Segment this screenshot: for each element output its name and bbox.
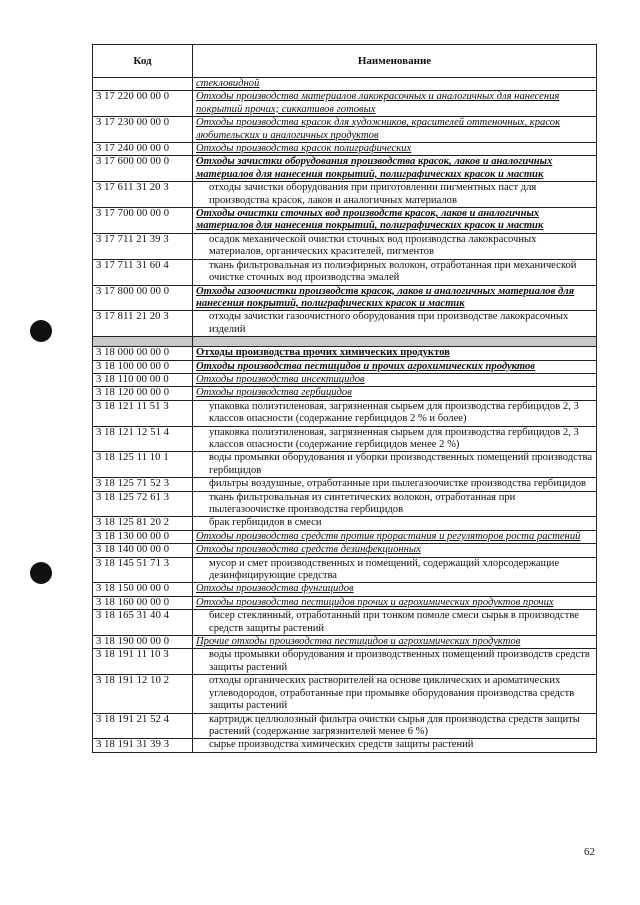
code-cell: 3 18 191 12 10 2	[93, 675, 193, 713]
table-header-row	[93, 45, 597, 78]
name-cell: бисер стеклянный, отработанный при тонком помоле смеси сырья в производстве средств защиты растений	[193, 610, 597, 636]
name-cell: Отходы производства фунгицидов	[193, 583, 597, 596]
table-row	[93, 517, 597, 530]
table-row	[93, 739, 597, 752]
table-row	[93, 400, 597, 426]
name-cell: Отходы производства пестицидов и прочих агрохимических продуктов	[193, 360, 597, 373]
table-row	[93, 117, 597, 143]
name-cell: брак гербицидов в смеси	[193, 517, 597, 530]
code-cell: 3 18 125 72 61 3	[93, 491, 193, 517]
name-cell: упаковка полиэтиленовая, загрязненная сырьем для производства гербицидов 2, 3 классов опасности (содержание гербицидов менее 2 %)	[193, 426, 597, 452]
table-row	[93, 78, 597, 91]
code-cell: 3 17 600 00 00 0	[93, 156, 193, 182]
name-cell: отходы зачистки оборудования при приготовлении пигментных паст для производства красок, лаков и аналогичных материалов	[193, 182, 597, 208]
table-row	[93, 285, 597, 311]
code-cell: 3 18 150 00 00 0	[93, 583, 193, 596]
name-cell: Отходы очистки сточных вод производств красок, лаков и аналогичных материалов для нанесения покрытий, полиграфических красок и мастик	[193, 208, 597, 234]
table-row	[93, 583, 597, 596]
table-row	[93, 478, 597, 491]
code-cell: 3 18 165 31 40 4	[93, 610, 193, 636]
table-row	[93, 233, 597, 259]
name-cell: отходы органических растворителей на основе циклических и ароматических углеводородов, отработанные при промывке оборудования производства средств защиты растений	[193, 675, 597, 713]
code-cell: 3 18 191 21 52 4	[93, 713, 193, 739]
name-cell: Отходы производства материалов лакокрасочных и аналогичных для нанесения покрытий прочих; сиккативов готовых	[193, 91, 597, 117]
table-row	[93, 491, 597, 517]
table-row	[93, 208, 597, 234]
table-row	[93, 649, 597, 675]
name-cell: воды промывки оборудования и производственных помещений производств средств защиты растений	[193, 649, 597, 675]
name-cell: ткань фильтровальная из полиэфирных волокон, отработанная при механической очистке сточных вод производства эмалей	[193, 259, 597, 285]
table-row	[93, 636, 597, 649]
code-cell: 3 18 191 11 10 3	[93, 649, 193, 675]
waste-classification-table	[92, 44, 597, 753]
code-cell: 3 17 240 00 00 0	[93, 143, 193, 156]
table-body	[93, 78, 597, 753]
code-cell: 3 17 700 00 00 0	[93, 208, 193, 234]
code-cell: 3 18 125 11 10 1	[93, 452, 193, 478]
code-cell: 3 17 220 00 00 0	[93, 91, 193, 117]
name-cell: Прочие отходы производства пестицидов и агрохимических продуктов	[193, 636, 597, 649]
name-cell: Отходы производства средств дезинфекционных	[193, 544, 597, 557]
name-cell: осадок механической очистки сточных вод производства лакокрасочных материалов, органических красителей, пигментов	[193, 233, 597, 259]
code-cell: 3 18 190 00 00 0	[93, 636, 193, 649]
name-cell: Отходы производства пестицидов прочих и агрохимических продуктов прочих	[193, 596, 597, 609]
name-cell: воды промывки оборудования и уборки производственных помещений производства гербицидов	[193, 452, 597, 478]
name-cell: стекловидной	[193, 78, 597, 91]
table-row	[93, 182, 597, 208]
code-cell: 3 17 611 31 20 3	[93, 182, 193, 208]
table-row	[93, 373, 597, 386]
table-row	[93, 426, 597, 452]
name-cell: мусор и смет производственных и помещений, содержащий хлорсодержащие дезинфицирующие средства	[193, 557, 597, 583]
table-row	[93, 452, 597, 478]
name-cell: упаковка полиэтиленовая, загрязненная сырьем для производства гербицидов 2, 3 классов опасности (содержание гербицидов 2 % и более)	[193, 400, 597, 426]
punch-hole-mark	[30, 320, 52, 342]
name-cell: фильтры воздушные, отработанные при пылегазоочистке производства гербицидов	[193, 478, 597, 491]
code-cell	[93, 78, 193, 91]
name-cell: картридж целлюлозный фильтра очистки сырья для производства средств защиты растений (содержание загрязнителей менее 6 %)	[193, 713, 597, 739]
table-row	[93, 347, 597, 360]
code-cell: 3 18 110 00 00 0	[93, 373, 193, 386]
name-cell: Отходы производства инсектицидов	[193, 373, 597, 386]
code-cell: 3 18 000 00 00 0	[93, 347, 193, 360]
code-cell: 3 18 191 31 39 3	[93, 739, 193, 752]
name-cell: сырье производства химических средств защиты растений	[193, 739, 597, 752]
separator-row	[93, 337, 597, 347]
name-cell: Отходы зачистки оборудования производства красок, лаков и аналогичных материалов для нанесения покрытий, полиграфических красок и мастик	[193, 156, 597, 182]
name-cell: Отходы производства красок полиграфических	[193, 143, 597, 156]
table-row	[93, 675, 597, 713]
name-cell: Отходы газоочистки производств красок, лаков и аналогичных материалов для нанесения покрытий, полиграфических красок и мастик	[193, 285, 597, 311]
name-cell: ткань фильтровальная из синтетических волокон, отработанная при пылегазоочистке производства гербицидов	[193, 491, 597, 517]
code-cell: 3 17 711 31 60 4	[93, 259, 193, 285]
table-row	[93, 596, 597, 609]
name-cell: Отходы производства гербицидов	[193, 387, 597, 400]
page-number: 62	[584, 846, 595, 858]
name-cell: Отходы производства средств против прорастания и регуляторов роста растений	[193, 530, 597, 543]
table-row	[93, 91, 597, 117]
name-cell: отходы зачистки газоочистного оборудования при производстве лакокрасочных изделий	[193, 311, 597, 337]
table-row	[93, 557, 597, 583]
code-cell: 3 17 800 00 00 0	[93, 285, 193, 311]
name-cell: Отходы производства прочих химических продуктов	[193, 347, 597, 360]
table-row	[93, 259, 597, 285]
punch-hole-mark	[30, 562, 52, 584]
table-row	[93, 530, 597, 543]
code-column-header: Код	[93, 45, 193, 78]
table-row	[93, 156, 597, 182]
code-cell: 3 18 145 51 71 3	[93, 557, 193, 583]
code-cell: 3 18 125 81 20 2	[93, 517, 193, 530]
code-cell	[93, 337, 193, 347]
table-row	[93, 544, 597, 557]
code-cell: 3 18 130 00 00 0	[93, 530, 193, 543]
code-cell: 3 18 121 11 51 3	[93, 400, 193, 426]
table-row	[93, 143, 597, 156]
code-cell: 3 18 120 00 00 0	[93, 387, 193, 400]
table-row	[93, 360, 597, 373]
table-row	[93, 387, 597, 400]
table-row	[93, 311, 597, 337]
table-row	[93, 610, 597, 636]
code-cell: 3 18 160 00 00 0	[93, 596, 193, 609]
code-cell: 3 17 811 21 20 3	[93, 311, 193, 337]
name-cell	[193, 337, 597, 347]
code-cell: 3 18 121 12 51 4	[93, 426, 193, 452]
code-cell: 3 18 100 00 00 0	[93, 360, 193, 373]
code-cell: 3 18 140 00 00 0	[93, 544, 193, 557]
code-cell: 3 17 230 00 00 0	[93, 117, 193, 143]
code-cell: 3 17 711 21 39 3	[93, 233, 193, 259]
table-row	[93, 713, 597, 739]
name-cell: Отходы производства красок для художников, красителей оттеночных, красок любительских и аналогичных продуктов	[193, 117, 597, 143]
name-column-header: Наименование	[193, 45, 597, 78]
code-cell: 3 18 125 71 52 3	[93, 478, 193, 491]
